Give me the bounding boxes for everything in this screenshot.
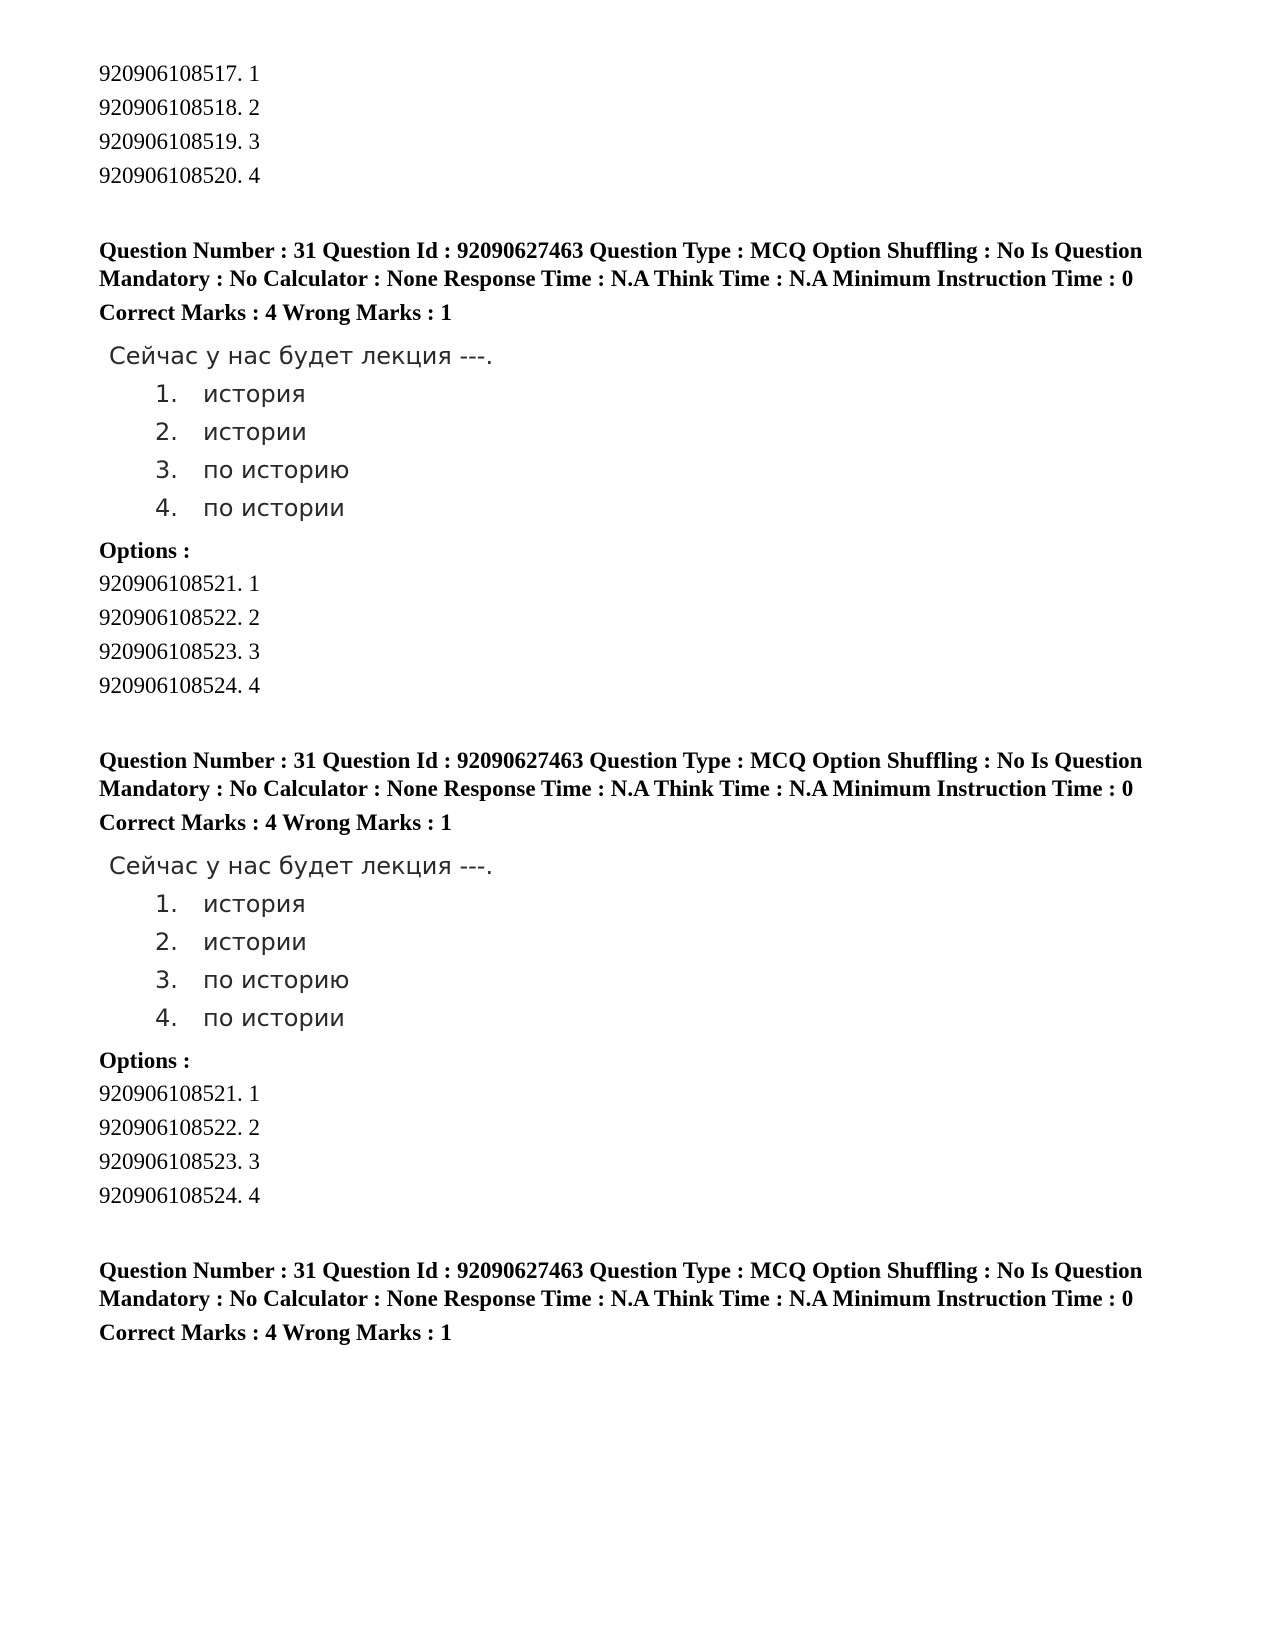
option-line: 920906108520. 4	[99, 163, 260, 188]
choice-number: 1.	[155, 380, 178, 408]
question-block	[99, 237, 1189, 703]
option-line: 920906108519. 3	[99, 129, 260, 154]
question-choice	[109, 451, 1189, 489]
option-line: 920906108518. 2	[99, 95, 260, 120]
choice-text: по историю	[203, 966, 350, 994]
question-choice	[109, 413, 1189, 451]
choice-number: 2.	[155, 928, 178, 956]
choice-text: истории	[203, 418, 307, 446]
choice-text: по истории	[203, 494, 345, 522]
option-line: 920906108523. 3	[99, 1149, 260, 1174]
choice-number: 1.	[155, 890, 178, 918]
option-line: 920906108522. 2	[99, 605, 260, 630]
question-choice	[109, 489, 1189, 527]
question-sentence: Сейчас у нас будет лекция ---.	[109, 342, 494, 370]
options-label: Options :	[99, 538, 191, 563]
choice-text: истории	[203, 928, 307, 956]
question-choice	[109, 961, 1189, 999]
previous-question-options	[99, 57, 1189, 193]
choice-text: по историю	[203, 456, 350, 484]
choice-text: история	[203, 380, 306, 408]
question-choice	[109, 885, 1189, 923]
question-meta: Question Number : 31 Question Id : 92090627463 Question Type : MCQ Option Shuffling : No Is Question Mandatory : No Calculator : None Response Time : N.A Think Time : N.A Minimum Instruction Time : 0	[99, 1258, 1143, 1311]
question-meta: Question Number : 31 Question Id : 92090627463 Question Type : MCQ Option Shuffling : No Is Question Mandatory : No Calculator : None Response Time : N.A Think Time : N.A Minimum Instruction Time : 0	[99, 238, 1143, 291]
options-label: Options :	[99, 1048, 191, 1073]
option-line: 920906108517. 1	[99, 61, 260, 86]
option-line: 920906108521. 1	[99, 1081, 260, 1106]
question-choice	[109, 375, 1189, 413]
document-page	[99, 57, 1189, 1391]
option-line: 920906108524. 4	[99, 673, 260, 698]
question-marks: Correct Marks : 4 Wrong Marks : 1	[99, 300, 452, 325]
choice-number: 3.	[155, 456, 178, 484]
question-choice	[109, 923, 1189, 961]
question-image	[109, 847, 1189, 1037]
option-line: 920906108524. 4	[99, 1183, 260, 1208]
question-sentence: Сейчас у нас будет лекция ---.	[109, 852, 494, 880]
choice-text: по истории	[203, 1004, 345, 1032]
question-choice	[109, 999, 1189, 1037]
question-image	[109, 337, 1189, 527]
question-block	[99, 747, 1189, 1213]
question-marks: Correct Marks : 4 Wrong Marks : 1	[99, 1320, 452, 1345]
choice-number: 4.	[155, 494, 178, 522]
option-line: 920906108523. 3	[99, 639, 260, 664]
question-block	[99, 1257, 1189, 1347]
choice-text: история	[203, 890, 306, 918]
option-line: 920906108521. 1	[99, 571, 260, 596]
question-marks: Correct Marks : 4 Wrong Marks : 1	[99, 810, 452, 835]
choice-number: 4.	[155, 1004, 178, 1032]
choice-number: 3.	[155, 966, 178, 994]
option-line: 920906108522. 2	[99, 1115, 260, 1140]
question-meta: Question Number : 31 Question Id : 92090627463 Question Type : MCQ Option Shuffling : No Is Question Mandatory : No Calculator : None Response Time : N.A Think Time : N.A Minimum Instruction Time : 0	[99, 748, 1143, 801]
choice-number: 2.	[155, 418, 178, 446]
